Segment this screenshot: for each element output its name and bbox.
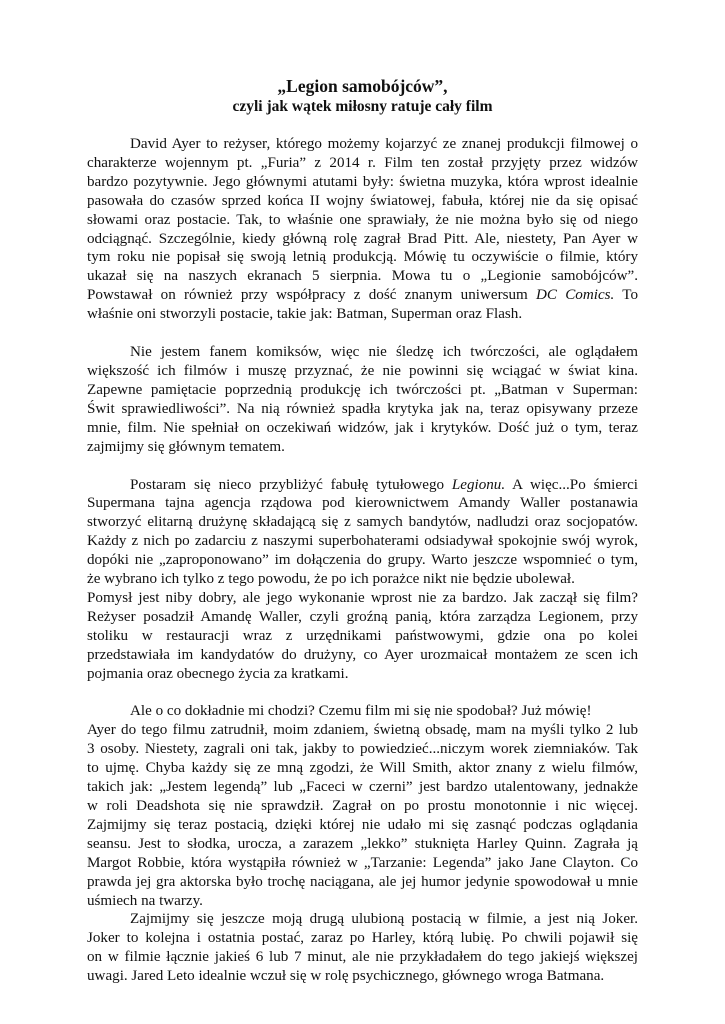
text-line: takich jak: „Jestem legendą” lub „Faceci w czerni” jest bardzo utalentowany, jednakże [87,779,638,796]
paragraph-4 [87,702,638,910]
text-line: ukazał się na naszych ekranach 5 sierpnia. Mowa tu o „Legionie samobójców”. [87,268,638,285]
text-line: prawda jej gra aktorska było trochę naciągana, ale jej humor jedynie spowodował u mnie [87,873,638,890]
text-line: Zajmijmy się jeszcze moją drugą ulubioną postacią w filmie, a jest nią Joker. [130,911,638,928]
text-line: Reżyser posadził Amandę Waller, czyli groźną panią, która zarządza Legionem, przy [87,608,638,625]
text-line: Nie jestem fanem komiksów, więc nie śledzę ich twórczości, ale oglądałem [130,344,638,361]
text-line: on w filmie łącznie jakieś 6 lub 7 minut, ale nie przykładałem do tego jakiejś większej [87,949,638,966]
text-line: stworzyć elitarną drużynę składającą się z samych bandytów, nadludzi oraz socjopatów. [87,514,638,531]
text-line: David Ayer to reżyser, którego możemy kojarzyć ze znanej produkcji filmowej o [130,136,638,152]
text-line: pojmania oraz obecnego życia za kratkami. [87,665,349,682]
text-line: pasowała do czasów sprzed końca II wojny światowej, fabuła, której nie da się opisać [87,192,638,209]
text-segment: Powstawał on również przy współpracy z dość znanym uniwersum [87,287,537,304]
text-line: uwagi. Jared Leto idealnie wczuł się w rolę psychicznego, głównego wroga Batmana. [87,968,605,985]
text-line-mixed [87,286,638,305]
text-line: właśnie oni stworzyli postacie, takie jak: Batman, Superman oraz Flash. [87,306,523,323]
paragraph-2 [87,343,638,456]
text-line: większość ich filmów i muszę przyznać, że nie powinni się wciągać w świat kina. [87,362,638,379]
text-line: przedstawiała im kandydatów do drużyny, co Ayer urozmaicał montażem ze scen ich [87,646,638,663]
text-line: Supermana tajna agencja rządowa pod kierownictwem Amandy Waller postanawia [87,495,638,512]
text-line: bardzo pozytywnie. Jego głównymi atutami były: świetna muzyka, która wprost idealnie [87,173,638,190]
text-line: seansu. Jest to słodka, urocza, a zarazem „lekko” stuknięta Harley Quinn. Zagrała ją [87,835,638,852]
text-line: mnie, film. Nie spełniał on oczekiwań widzów, jak i krytyków. Dość już o tym, teraz [87,419,638,436]
text-line: Każdy z nich po zadarciu z naszymi superbohaterami odsiadywał spokojnie swój wyrok, [87,533,638,550]
text-line: słowami oraz postacie. Tak, to właśnie one sprawiały, że nie można było się od niego [87,211,638,228]
text-line: Świt sprawiedliwości”. Na nią również spadła krytyka jak na, teraz opisywany przeze [87,400,638,417]
text-line: stoliku w restauracji wraz z urzędnikami państwowymi, gdzie ona po kolei [87,627,638,644]
text-line: Margot Robbie, która wystąpiła również w „Tarzanie: Legenda” jako Jane Clayton. Co [87,854,638,871]
text-line: dopóki nie „zaproponowano” im dołączenia do grupy. Warto jeszcze wspomnieć o tym, [87,552,638,569]
text-line: Zajmijmy się teraz postacią, dzięki której nie udało mi się zasnąć podczas oglądania [87,816,638,833]
text-line: Ale o co dokładnie mi chodzi? Czemu film mi się nie spodobał? Już mówię! [130,703,592,720]
article-title: „Legion samobójców”, [277,76,448,96]
text-line: tym roku nie popisał się swoją letnią produkcją. Mówię tu oczywiście o filmie, który [87,249,638,266]
text-line: zajmijmy się głównym tematem. [87,438,285,455]
text-line: Pomysł jest niby dobry, ale jego wykonanie wprost nie za bardzo. Jak zaczął się film? [87,589,638,606]
text-line: 3 osoby. Niestety, zagrali oni tak, jakby to powiedzieć...niczym worek ziemniaków. Tak [87,741,638,758]
text-line: Zapewne pamiętacie poprzednią produkcję ich twórczości pt. „Batman v Superman: [87,381,638,398]
text-line: w roli Deadshota się nie sprawdził. Zagrał on po prostu monotonnie i nic więcej. [87,798,638,814]
text-segment: To [614,287,638,304]
paragraph-5 [87,910,638,986]
text-line: odciągnąć. Szczególnie, kiedy główną rolę zagrał Brad Pitt. Ale, niestety, Pan Ayer w [87,230,638,247]
text-segment: Postaram się nieco przybliżyć fabułę tytułowego [130,476,452,493]
text-line: uśmiech na twarzy. [87,892,203,909]
text-line: Ayer do tego filmu zatrudnił, moim zdaniem, świetną obsadę, mam na myśli tylko 2 lub [87,722,638,739]
text-segment: A więc...Po śmierci [505,476,638,493]
italic-title-legionu: Legionu. [451,476,506,493]
text-line: że wybrano ich tylko z tego powodu, że po ich porażce nikt nie będzie ubolewał. [87,571,575,588]
text-line: to ujmę. Chyba każdy się ze mną zgodzi, że Will Smith, aktor znany z wielu filmów, [87,760,638,777]
text-line: charakterze wojennym pt. „Furia” z 2014 r. Film ten został przyjęty przez widzów [87,154,638,171]
document-page [87,76,638,986]
paragraph-1 [87,135,638,324]
italic-title-dc-comics: DC Comics. [536,287,615,304]
article-subtitle: czyli jak wątek miłosny ratuje cały film [232,98,493,115]
paragraph-3 [87,476,638,684]
text-line: Joker to kolejna i ostatnia postać, zaraz po Harley, którą lubię. Po chwili pojawił się [87,930,638,947]
text-line-mixed [87,476,638,495]
